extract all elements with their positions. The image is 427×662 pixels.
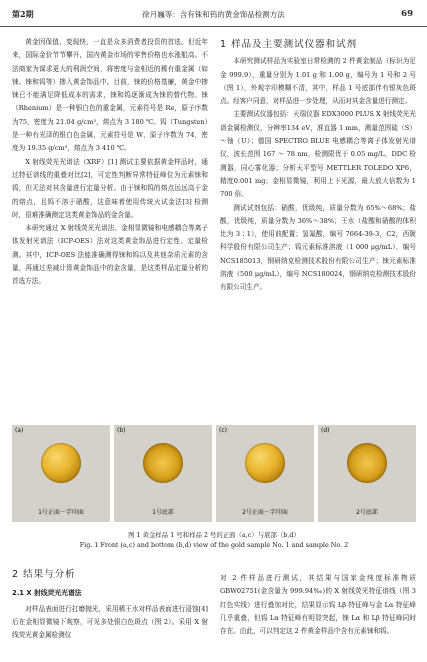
panel-tag: (c) (219, 427, 227, 434)
running-title: 徐月巍等：含有铢和钨的黄金饰品检测方法 (142, 10, 285, 19)
bottom-left-column (12, 568, 208, 642)
paragraph: X 射线荧光光谱法（XRF）[1] 测试主要依据黄金样品时，通过特征谱线的重叠对比[2]，可定性判断异常特征峰位为元素铼和钨，但无法对其含量进行定量分析。由于铼和钨的熔点远远高于金的熔点，且钨不溶于硝酸，这意味着使用传统火试金法[3] 检测时，很难准确测定这类黄金饰品的金含量。 (12, 157, 208, 219)
paragraph: 黄金因保值、变现快，一直是众多消费者投资的首选。但近年来，国际金价节节攀升，国内黄金市场的零售价格也水涨船高。不法商家为谋求更大的利润空间，将密度与金相近的稀有重金属（如铼、铼和钨等）掺入黄金饰品中。目前，铼的价格基廉，黄金中掺铼已不能满足降低成本的需求，铼和钨逐渐成为铼的替代物。铼（Rhenium）是一种银白色的重金属，元素符号是 Re，原子序数为75，密度为 21.04 g/cm³，熔点为 3 180 ℃。钨（Tungsten）是一种有光泽的银白色金属，元素符号是 W，原子序数为 74，密度为 19.35 g/cm³，熔点为 3 410 ℃。 (12, 38, 208, 153)
figure-photos (12, 425, 416, 522)
figure-caption-en: Fig. 1 Front (a,c) and bottom (b,d) view of the gold sample No. 1 and sample No. 2 (79, 541, 349, 549)
photo-panel-b (114, 425, 212, 522)
section-title: 1 样品及主要测试仪器和试剂 (220, 39, 358, 50)
paragraph: 主要测试仪器包括：天瑞仪器 EDX3000 PLUS X 射线荧光光谱金属检测仪，分辨率134 eV，准直器 1 mm，测量范围硫（S）～铀（U）；德国 SPECTRO BLUE 电感耦合等离子体发射光谱仪，波长范围 167 ～ 78 nm，检测限优于 0.05 mg/L，DDC 检测器，同心雾化器；分析天平型号 METTLER TOLEDO XP6，精度0.001 mg；金相显微镜，利用上下光源，最大放大倍数为 1 700 倍。 (220, 110, 416, 199)
page-header (0, 0, 427, 27)
panel-caption: 2号正面－字印面 (242, 509, 288, 516)
page-number: 69 (401, 9, 413, 19)
photo-panel-d (318, 425, 416, 522)
paragraph: 对 2 件样品进行测试，其结果与国家金纯度标准物质 GBW02751(金含量为 999.94‰)的 X 射线荧光特征谱线（图 3 红色实线）进行叠加对比，结果显示钨 Lβ 特征峰与金 Lα 特征峰几乎重叠，但钨 Lα 特征峰有明显突起，铼 Lα 和 Lβ 特征峰同时存在。由此，可以判定这 2 件黄金样品中含有元素铼和钨。 (220, 574, 416, 636)
subsection-title: 2.1 X 射线荧光光谱法 (12, 589, 82, 598)
paragraph: 测试试剂包括：硝酸，优级纯，质量分数为 65%～68%；盐酸，优级纯，质量分数为 36%～38%；王水（盐酸和硝酸的体积比为 3∶1），使用前配置；氢氟酸，编号 7664-39-3，C2，西陇科学股份有限公司生产；钨元素标准溶液（1 000 μg/mL），编号 NCS185013，钢研纳克检测技术股份有限公司生产；铼元素标准溶液（500 μg/mL），编号 NCS180024，钢研纳克检测技术股份有限公司生产。 (220, 203, 416, 292)
panel-tag: (b) (117, 427, 126, 434)
gold-sample-image (143, 443, 183, 483)
issue-number: 第2期 (12, 9, 34, 19)
bottom-right-column (220, 572, 416, 638)
figure-caption-zh: 图 1 黄金样品 1 号和样品 2 号的正面（a,c）与底部（b,d） (128, 531, 300, 539)
paragraph: 本研究通过 X 射线荧光光谱法、金相显微镜和电感耦合等离子体发射光谱法（ICP-OES）法对这类黄金饰品进行定性、定量检测。其中，ICP-OES 法能准确测得铼和钨以及其他杂质元素的含量，再通过差减计算黄金饰品中的金含量，是这类样品定量分析的首选方法。 (12, 224, 208, 286)
left-column (12, 36, 208, 289)
panel-caption: 2号底部 (356, 509, 378, 516)
gold-sample-image (245, 443, 285, 483)
panel-tag: (a) (15, 427, 24, 434)
panel-caption: 1号正面－字印面 (38, 509, 84, 516)
gold-sample-image (41, 443, 81, 483)
gold-sample-image (347, 443, 387, 483)
photo-panel-c (216, 425, 314, 522)
section-title: 2 结果与分析 (12, 569, 76, 580)
panel-caption: 1号底部 (152, 509, 174, 516)
paragraph: 对样品表面进行打磨抛光，采用稀王水对样品表面进行浸蚀[4] 后在金相显微镜下观察，可见多处银白色斑点（图 2）。采用 X 射线荧光黄金属检测仪 (12, 604, 208, 640)
paragraph: 本研究测试样品为实验室日常检测的 2 件黄金制品（标识为足金 999.9），重量分别为 1.01 g 和 1.00 g，编号为 1 号和 2 号（图 1），外观字印模糊不清，其中，样品 1 号底部伴有银灰色斑点。经客户同意，对样品进一步处理，从而对其金含量进行测定。 (220, 57, 416, 106)
right-column (220, 36, 416, 295)
panel-tag: (d) (321, 427, 330, 434)
photo-panel-a (12, 425, 110, 522)
